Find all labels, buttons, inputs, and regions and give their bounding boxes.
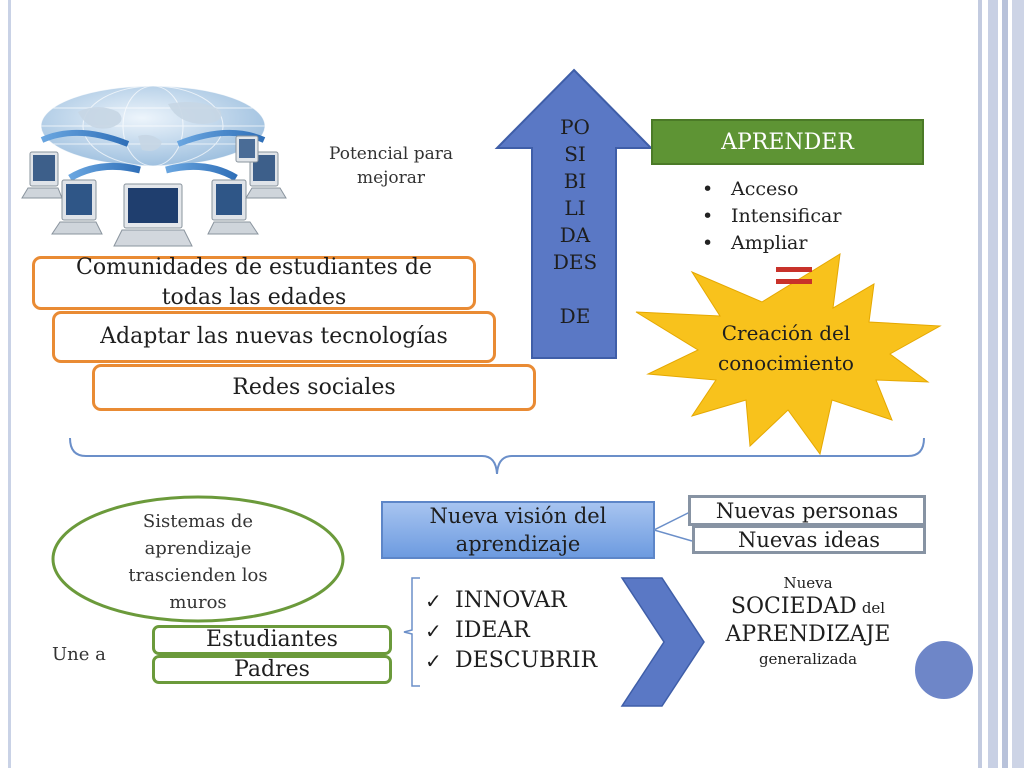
bullet-item: • Ampliar <box>700 230 841 257</box>
check-item <box>425 646 597 676</box>
bullet-item: • Intensificar <box>700 203 841 230</box>
redes-label: Redes sociales <box>232 374 396 400</box>
check-label: IDEAR <box>455 618 530 643</box>
aprender-bullets <box>700 176 841 257</box>
nuevas-ideas-box <box>692 525 926 554</box>
creacion-text <box>688 318 884 378</box>
comunidades-line-1: Comunidades de estudiantes de <box>76 255 432 280</box>
potencial-text <box>296 142 486 190</box>
sociedad-line-2b: del <box>861 599 886 617</box>
arrow-spacer <box>545 276 605 303</box>
check-item <box>425 616 597 646</box>
actions-checklist <box>425 586 597 676</box>
adaptar-box <box>52 311 496 363</box>
ellipse-line: Sistemas de <box>142 511 254 532</box>
nuevas-personas-label: Nuevas personas <box>715 498 899 523</box>
horizontal-brace <box>66 436 928 478</box>
arrow-line: DE <box>559 304 591 328</box>
arrow-line: SI <box>564 142 586 166</box>
check-label: DESCUBRIR <box>455 648 598 673</box>
check-icon: ✓ <box>425 649 442 673</box>
padres-label: Padres <box>234 656 310 682</box>
sociedad-line-1: Nueva <box>783 574 833 592</box>
potencial-line-2: mejorar <box>356 168 426 188</box>
sociedad-line-2a: SOCIEDAD <box>730 594 857 619</box>
une-a-label: Une a <box>52 644 106 665</box>
check-icon: ✓ <box>425 619 442 643</box>
circle-icon <box>912 638 976 702</box>
slide-frame-right <box>976 0 1024 768</box>
sociedad-line-3: APRENDIZAJE <box>725 622 891 647</box>
bullet-item: • Acceso <box>700 176 841 203</box>
network-computers-icon <box>18 78 288 250</box>
ellipse-line: muros <box>169 592 227 613</box>
sociedad-line-4: generalizada <box>758 650 858 668</box>
arrow-line: PO <box>560 115 590 139</box>
star-line-2: conocimiento <box>718 351 854 375</box>
aprender-label: APRENDER <box>721 129 854 155</box>
comunidades-box <box>32 256 476 310</box>
nuevas-personas-box <box>688 495 926 526</box>
padres-box <box>152 655 392 684</box>
check-item <box>425 586 597 616</box>
vision-line-2: aprendizaje <box>455 532 581 556</box>
sistemas-text <box>70 508 326 616</box>
posibilidades-text <box>545 114 605 330</box>
check-icon: ✓ <box>425 589 442 613</box>
ellipse-line: aprendizaje <box>144 538 252 559</box>
vision-line-1: Nueva visión del <box>429 504 607 528</box>
sociedad-text <box>705 573 911 669</box>
arrow-line: LI <box>564 196 586 220</box>
estudiantes-label: Estudiantes <box>206 627 338 652</box>
slide-frame-left <box>8 0 11 768</box>
chevron-right-icon <box>620 576 706 708</box>
arrow-line: DES <box>552 250 598 274</box>
nueva-vision-box <box>381 501 655 559</box>
aprender-box <box>651 119 924 165</box>
comunidades-line-2: todas las edades <box>161 285 347 310</box>
redes-box <box>92 364 536 411</box>
nuevas-ideas-label: Nuevas ideas <box>737 527 881 552</box>
check-label: INNOVAR <box>455 588 567 613</box>
ellipse-line: trascienden los <box>128 565 268 586</box>
arrow-line: DA <box>559 223 591 247</box>
star-line-1: Creación del <box>721 321 851 345</box>
potencial-line-1: Potencial para <box>328 144 454 164</box>
adaptar-label: Adaptar las nuevas tecnologías <box>100 324 448 349</box>
estudiantes-box <box>152 625 392 655</box>
equals-icon <box>776 262 812 288</box>
vertical-bracket <box>402 576 422 688</box>
arrow-line: BI <box>563 169 587 193</box>
